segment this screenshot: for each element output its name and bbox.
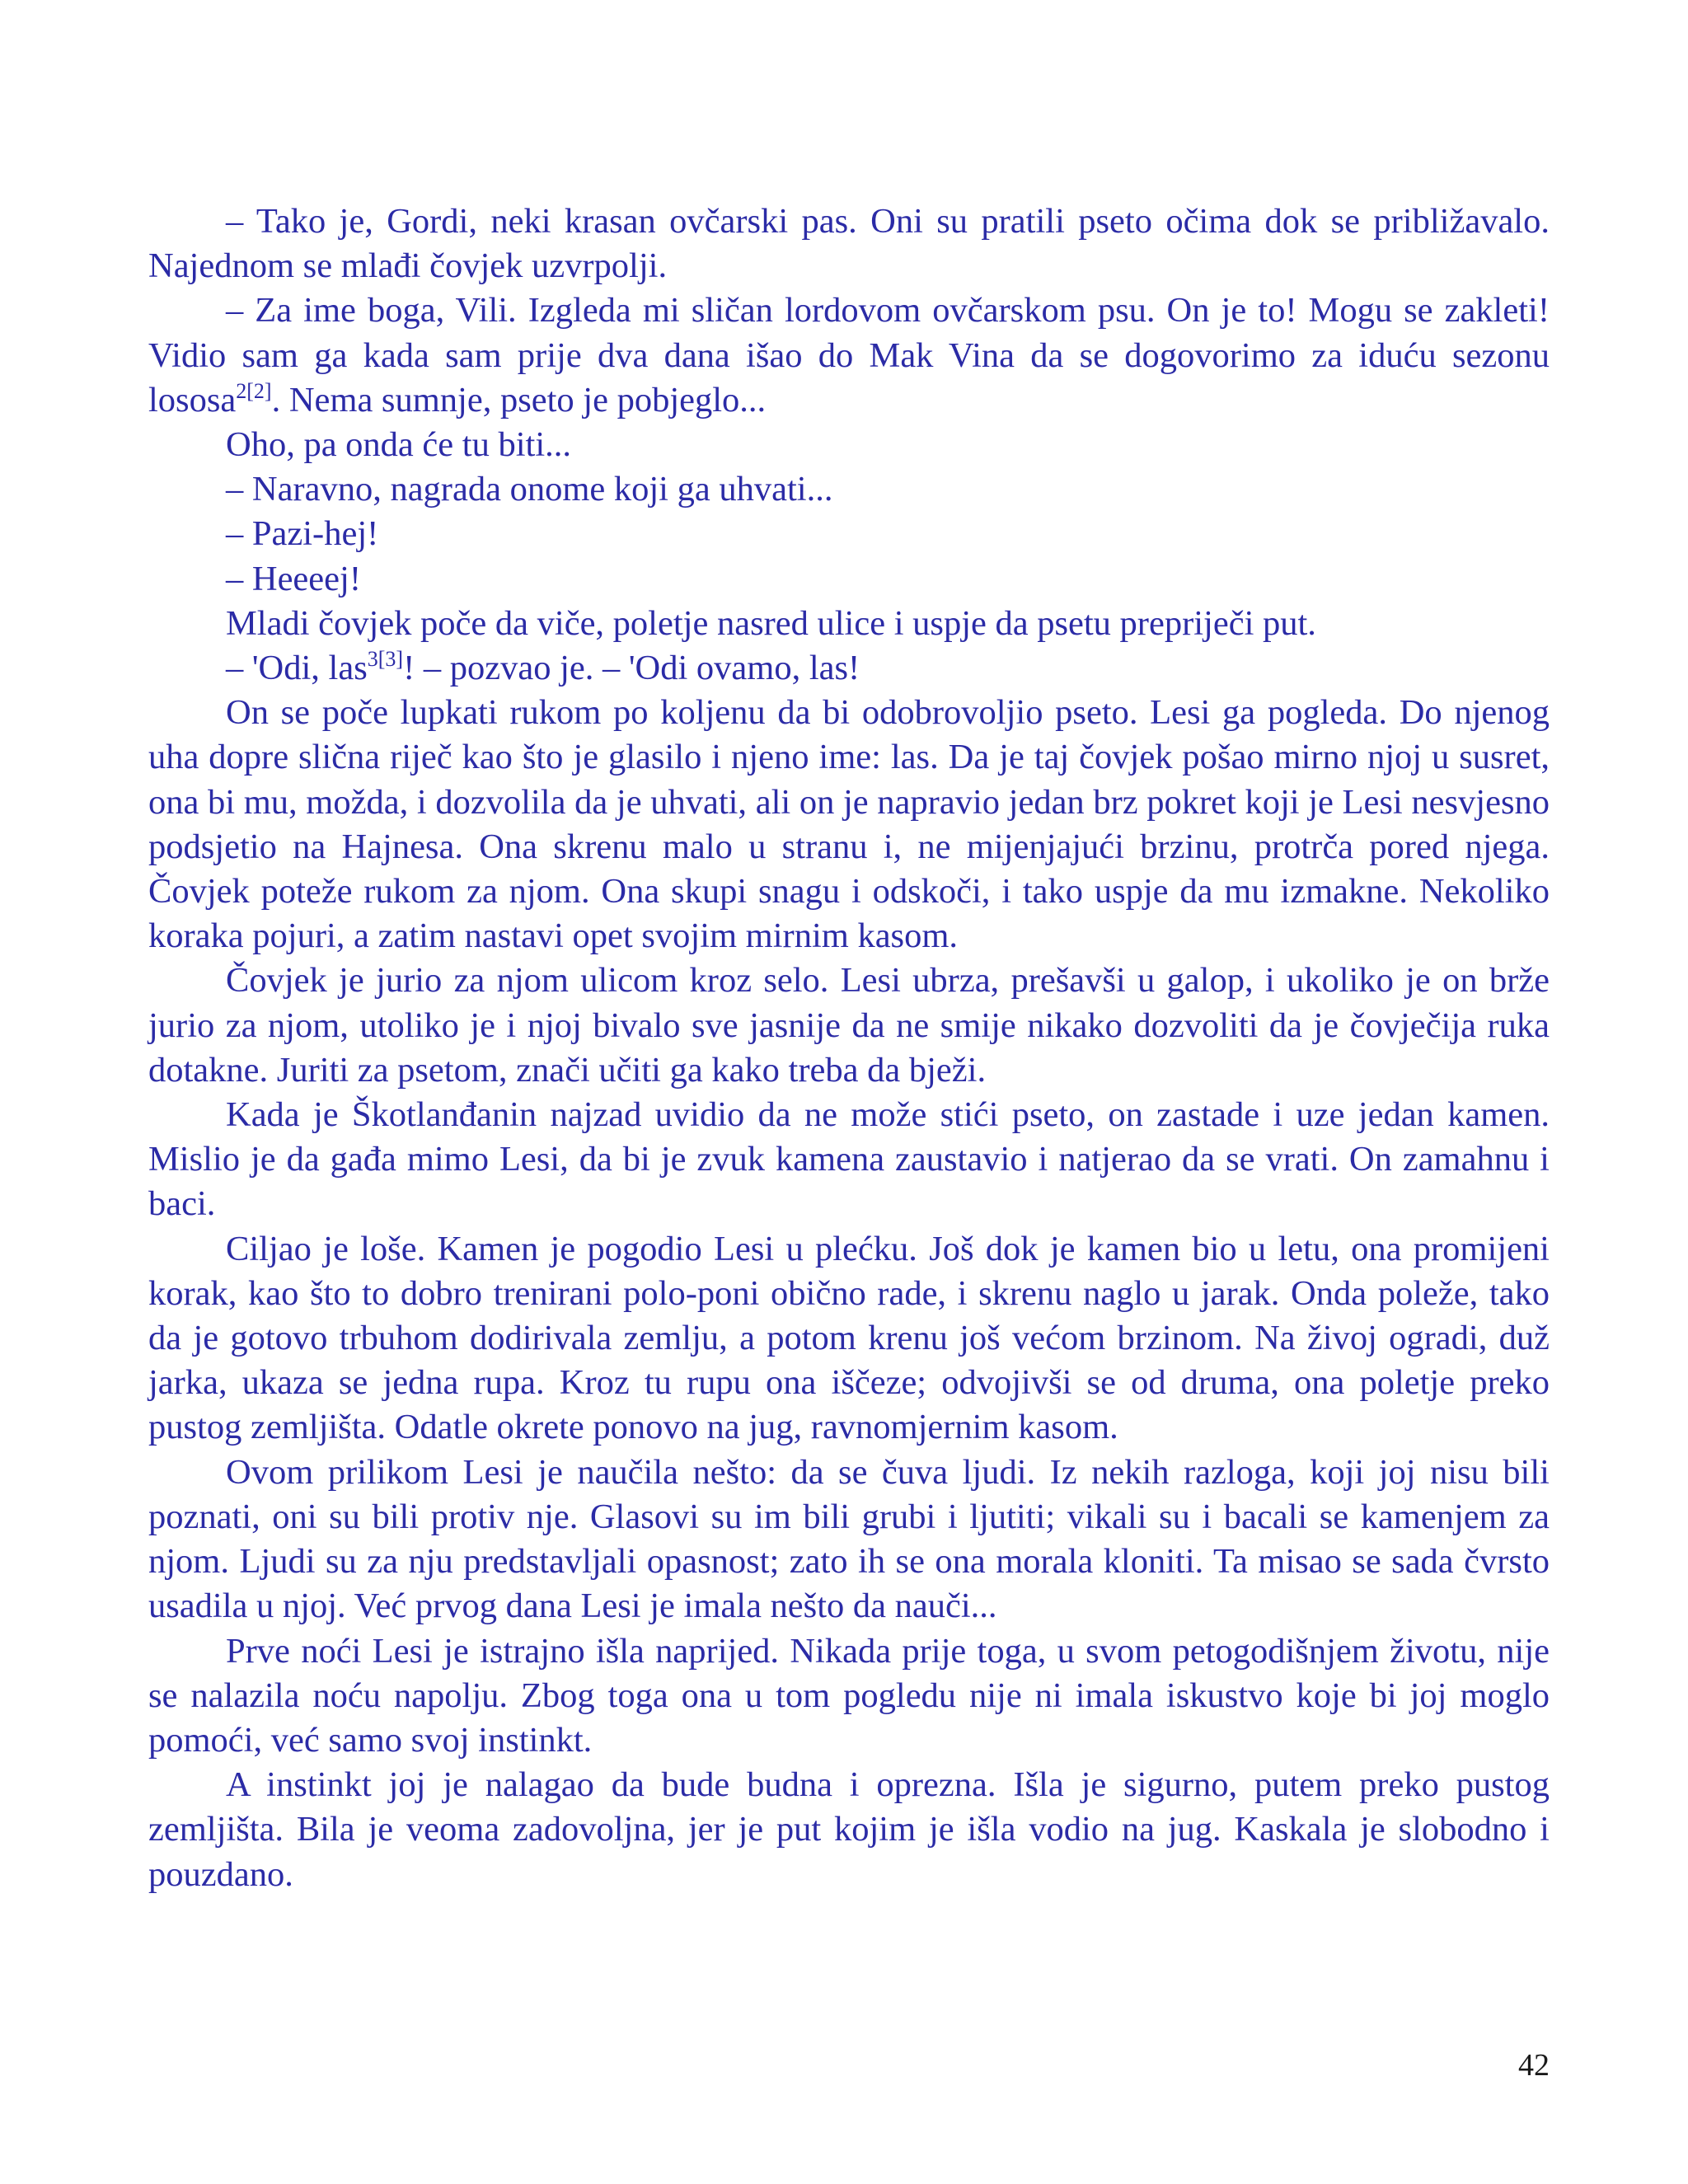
paragraph: Ovom prilikom Lesi je naučila nešto: da se čuva ljudi. Iz nekih razloga, koji joj nisu bili poznati, oni su bili protiv nje. Glasovi su im bili grubi i ljutiti; vikali su i bacali se kamenjem za njom. Ljudi su za nju predstavljali opasnost; zato ih se ona morala kloniti. Ta misao se sada čvrsto usadila u njoj. Već prvog dana Lesi je imala nešto da nauči...: [148, 1452, 1550, 1626]
paragraph: Kada je Škotlanđanin najzad uvidio da ne može stići pseto, on zastade i uze jedan kamen. Mislio je da gađa mimo Lesi, da bi je zvuk kamena zaustavio i natjerao da se vrati. On zamahnu i baci.: [148, 1095, 1550, 1224]
paragraph-text: ! – pozvao je. – 'Odi ovamo, las!: [403, 649, 860, 688]
paragraph: – Tako je, Gordi, neki krasan ovčarski pas. Oni su pratili pseto očima dok se približavalo. Najednom se mlađi čovjek uzvrpolji.: [148, 202, 1550, 286]
paragraph-text: – 'Odi, las: [226, 649, 368, 688]
paragraph: A instinkt joj je nalagao da bude budna i oprezna. Išla je sigurno, putem preko pustog zemljišta. Bila je veoma zadovoljna, jer je put kojim je išla vodio na jug. Kaskala je slobodno i pouzdano.: [148, 1765, 1550, 1894]
footnote-reference[interactable]: 3[3]: [367, 647, 404, 672]
paragraph: – Heeeej!: [226, 559, 361, 598]
paragraph: – Naravno, nagrada onome koji ga uhvati...: [226, 470, 833, 509]
paragraph: On se poče lupkati rukom po koljenu da bi odobrovoljio pseto. Lesi ga pogleda. Do njenog uha dopre slična riječ kao što je glasilo i njeno ime: las. Da je taj čovjek pošao mirno njoj u susret, ona bi mu, možda, i dozvolila da je uhvati, ali on je napravio jedan brz pokret koji je Lesi nesvjesno podsjetio na Hajnesa. Ona skrenu malo u stranu i, ne mijenjajući brzinu, protrča pored njega. Čovjek poteže rukom za njom. Ona skupi snagu i odskoči, i tako uspje da mu izmakne. Nekoliko koraka pojuri, a zatim nastavi opet svojim mirnim kasom.: [148, 693, 1550, 956]
paragraph: Čovjek je jurio za njom ulicom kroz selo. Lesi ubrza, prešavši u galop, i ukoliko je on brže jurio za njom, utoliko je i njoj bivalo sve jasnije da ne smije nikako dozvoliti da je čovječija ruka dotakne. Juriti za psetom, znači učiti ga kako treba da bježi.: [148, 961, 1550, 1090]
paragraph: [148, 288, 1550, 423]
paragraph-text: . Nema sumnje, pseto je pobjeglo...: [271, 380, 767, 419]
footnote-reference[interactable]: 2[2]: [236, 378, 272, 403]
paragraph-text: – Za ime boga, Vili. Izgleda mi sličan lordovom ovčarskom psu. On je to! Mogu se zakleti! Vidio sam ga kada sam prije dva dana išao do Mak Vina da se dogovorimo za iduću sezonu lososa: [148, 291, 1550, 419]
paragraph: Oho, pa onda će tu biti...: [226, 425, 572, 465]
page-number: 42: [1518, 2048, 1550, 2083]
paragraph: Ciljao je loše. Kamen je pogodio Lesi u plećku. Još dok je kamen bio u letu, ona promijeni korak, kao što to dobro trenirani polo-poni obično rade, i skrenu naglo u jarak. Onda poleže, tako da je gotovo trbuhom dodirivala zemlju, a potom krenu još većom brzinom. Na živoj ogradi, duž jarka, ukaza se jedna rupa. Kroz tu rupu ona iščeze; odvojivši se od druma, ona poletje preko pustog zemljišta. Odatle okrete ponovo na jug, ravnomjernim kasom.: [148, 1229, 1550, 1447]
paragraph: – Pazi-hej!: [226, 514, 379, 554]
body-text: [148, 199, 1550, 1897]
paragraph: [148, 646, 1550, 691]
paragraph: Prve noći Lesi je istrajno išla naprijed. Nikada prije toga, u svom petogodišnjem životu, nije se nalazila noću napolju. Zbog toga ona u tom pogledu nije ni imala iskustvo koje bi joj moglo pomoći, već samo svoj instinkt.: [148, 1631, 1550, 1760]
paragraph: Mladi čovjek poče da viče, poletje nasred ulice i uspje da psetu prepriječi put.: [226, 603, 1316, 643]
